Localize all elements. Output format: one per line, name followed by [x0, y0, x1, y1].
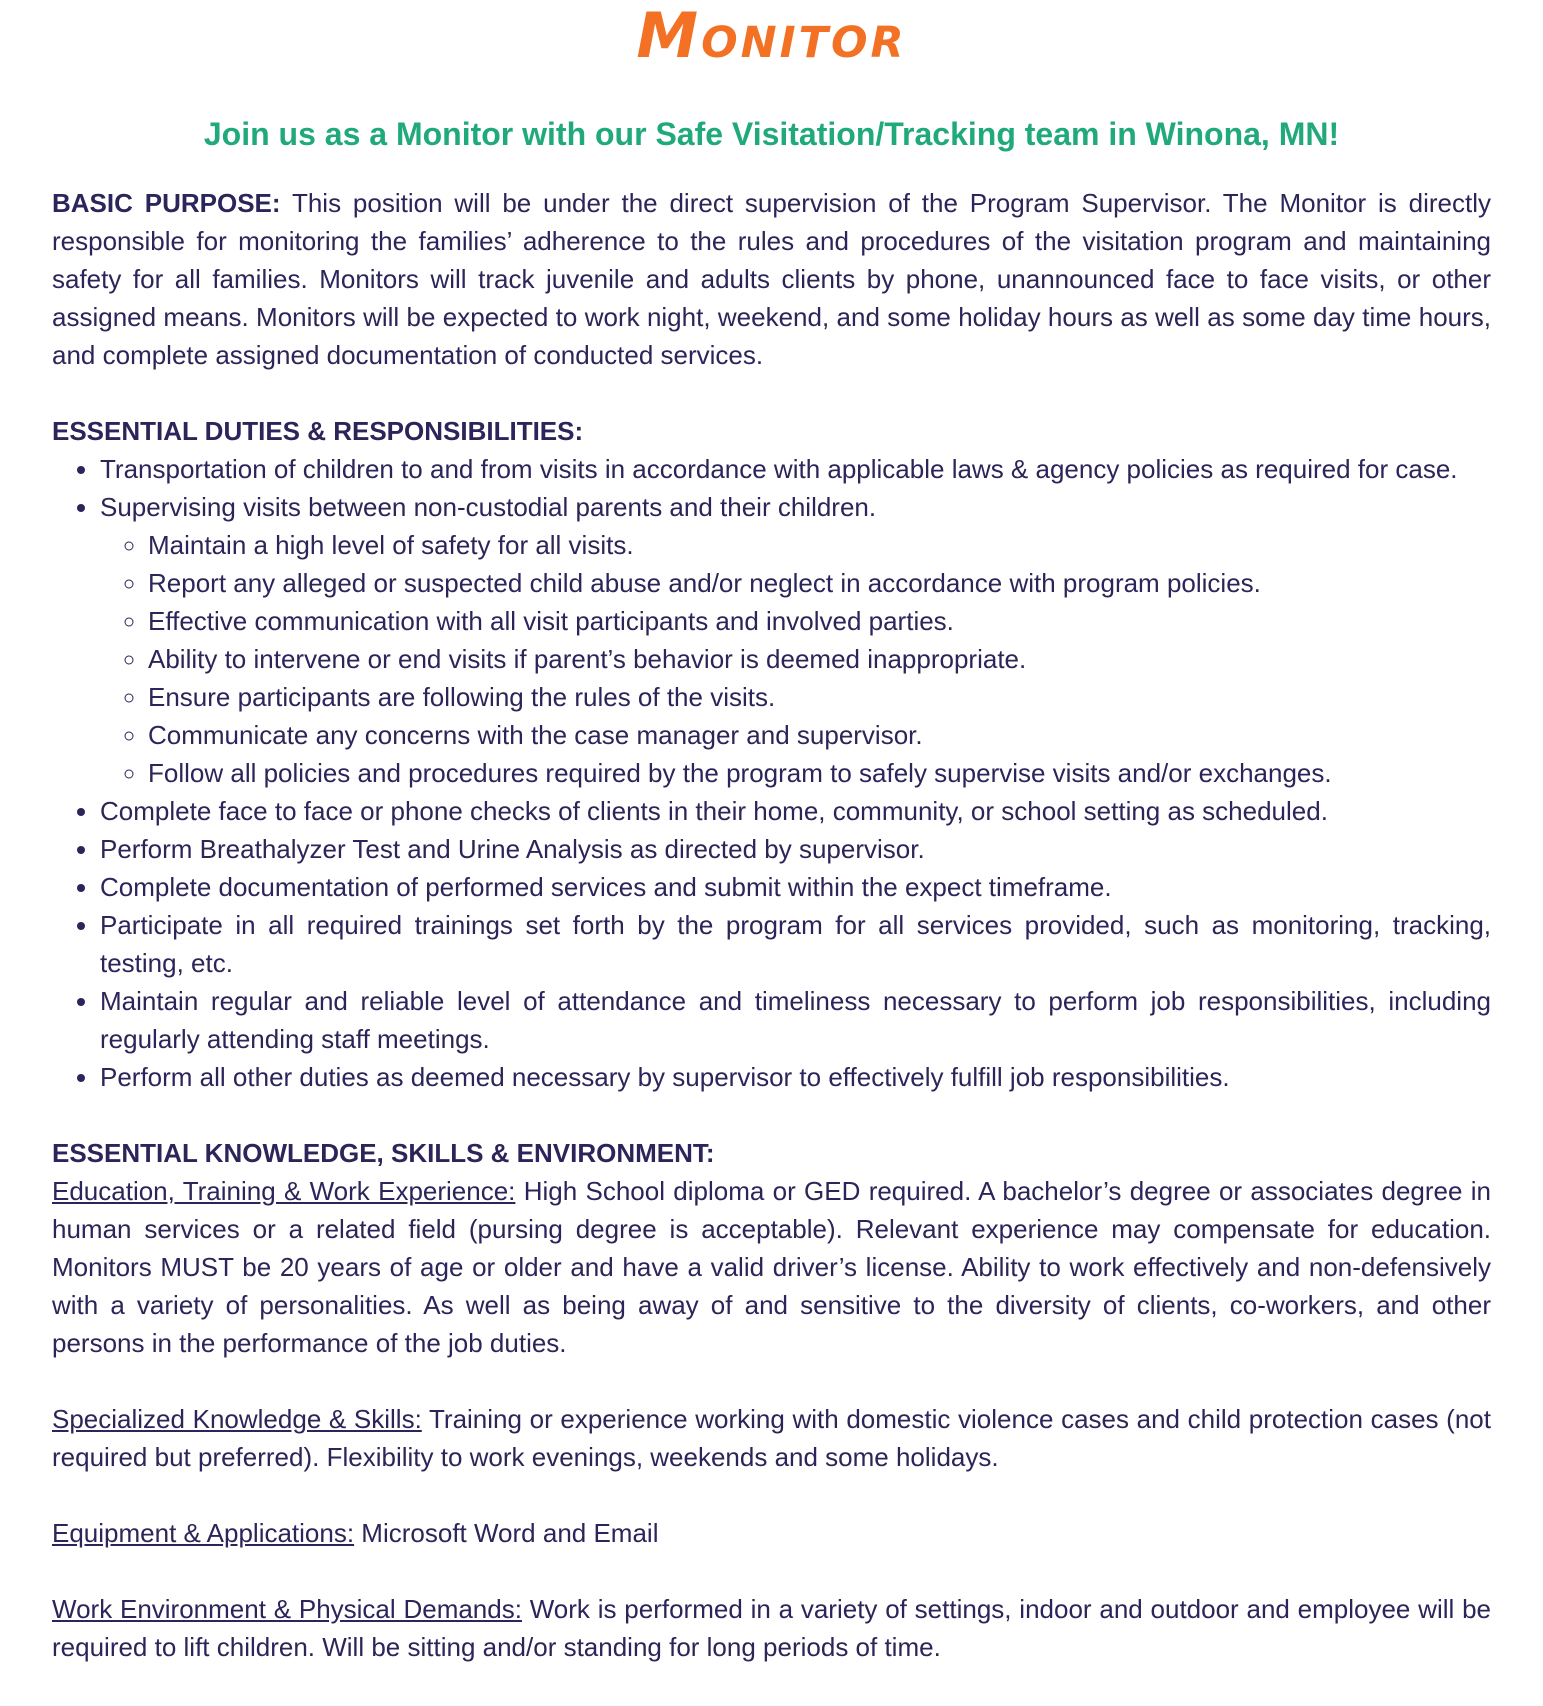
- knowledge-heading: ESSENTIAL KNOWLEDGE, SKILLS & ENVIRONMENT:: [52, 1138, 715, 1168]
- list-item: • Participate in all required trainings set forth by the program for all services provided, such as monitoring, tracking, testing, etc.: [100, 906, 1491, 982]
- sub-list-item: ◦ Ensure participants are following the rules of the visits.: [148, 678, 1491, 716]
- list-item: • Complete face to face or phone checks of clients in their home, community, or school setting as scheduled.: [100, 792, 1491, 830]
- duties-list: [52, 450, 1491, 1096]
- education-text: High School diploma or GED required. A bachelor’s degree or associates degree in human services or a related field (pursing degree is acceptable). Relevant experience may compensate for education. Monitors MUST be 20 years of age or older and have a valid driver’s license. Ability to work effectively and non-defensively with a variety of personalities. As well as being away of and sensitive to the diversity of clients, co-workers, and other persons in the performance of the job duties.: [52, 1176, 1492, 1358]
- environment-paragraph: [52, 1590, 1491, 1666]
- list-item: [100, 488, 1491, 792]
- sub-list-item: ◦ Maintain a high level of safety for all visits.: [148, 526, 1491, 564]
- sub-list-item: ◦ Report any alleged or suspected child abuse and/or neglect in accordance with program policies.: [148, 564, 1491, 602]
- spacer: [52, 1096, 1491, 1134]
- list-item-text: Supervising visits between non-custodial parents and their children.: [100, 492, 877, 522]
- list-item: • Maintain regular and reliable level of attendance and timeliness necessary to perform job responsibilities, including regularly attending staff meetings.: [100, 982, 1491, 1058]
- equipment-text: Microsoft Word and Email: [354, 1518, 659, 1548]
- duties-heading: ESSENTIAL DUTIES & RESPONSIBILITIES:: [52, 416, 584, 446]
- specialized-paragraph: [52, 1400, 1491, 1476]
- page-subtitle: Join us as a Monitor with our Safe Visitation/Tracking team in Winona, MN!: [203, 116, 1340, 152]
- specialized-label: Specialized Knowledge & Skills:: [52, 1404, 422, 1434]
- basic-purpose-text: This position will be under the direct supervision of the Program Supervisor. The Monitor is directly responsible for monitoring the families’ adherence to the rules and procedures of the visitation program and maintaining safety for all families. Monitors will track juvenile and adults clients by phone, unannounced face to face visits, or other assigned means. Monitors will be expected to work night, weekend, and some holiday hours as well as some day time hours, and complete assigned documentation of conducted services.: [52, 188, 1491, 370]
- environment-label: Work Environment & Physical Demands:: [52, 1594, 522, 1624]
- education-paragraph: [52, 1172, 1491, 1362]
- education-label: Education, Training & Work Experience:: [52, 1176, 516, 1206]
- sub-list-item: ◦ Communicate any concerns with the case manager and supervisor.: [148, 716, 1491, 754]
- page-title: Monitor: [636, 0, 907, 72]
- list-item: • Complete documentation of performed services and submit within the expect timeframe.: [100, 868, 1491, 906]
- visit-subitems-list: [100, 526, 1491, 792]
- basic-purpose-label: BASIC PURPOSE:: [52, 188, 281, 218]
- equipment-label: Equipment & Applications:: [52, 1518, 355, 1548]
- document-body: [52, 184, 1491, 1666]
- sub-list-item: ◦ Ability to intervene or end visits if parent’s behavior is deemed inappropriate.: [148, 640, 1491, 678]
- environment-text: Work is performed in a variety of settings, indoor and outdoor and employee will be required to lift children. Will be sitting and/or standing for long periods of time.: [52, 1594, 1491, 1662]
- sub-list-item: ◦ Follow all policies and procedures required by the program to safely supervise visits and/or exchanges.: [148, 754, 1491, 792]
- spacer: [52, 1552, 1491, 1590]
- spacer: [52, 374, 1491, 412]
- list-item: • Transportation of children to and from visits in accordance with applicable laws & agency policies as required for case.: [100, 450, 1491, 488]
- spacer: [52, 1476, 1491, 1514]
- sub-list-item: ◦ Effective communication with all visit participants and involved parties.: [148, 602, 1491, 640]
- basic-purpose-paragraph: [52, 184, 1491, 374]
- spacer: [52, 1362, 1491, 1400]
- specialized-text: Training or experience working with domestic violence cases and child protection cases (not required but preferred). Flexibility to work evenings, weekends and some holidays.: [52, 1404, 1491, 1472]
- list-item: • Perform Breathalyzer Test and Urine Analysis as directed by supervisor.: [100, 830, 1491, 868]
- list-item: • Perform all other duties as deemed necessary by supervisor to effectively fulfill job responsibilities.: [100, 1058, 1491, 1096]
- equipment-paragraph: [52, 1514, 1491, 1552]
